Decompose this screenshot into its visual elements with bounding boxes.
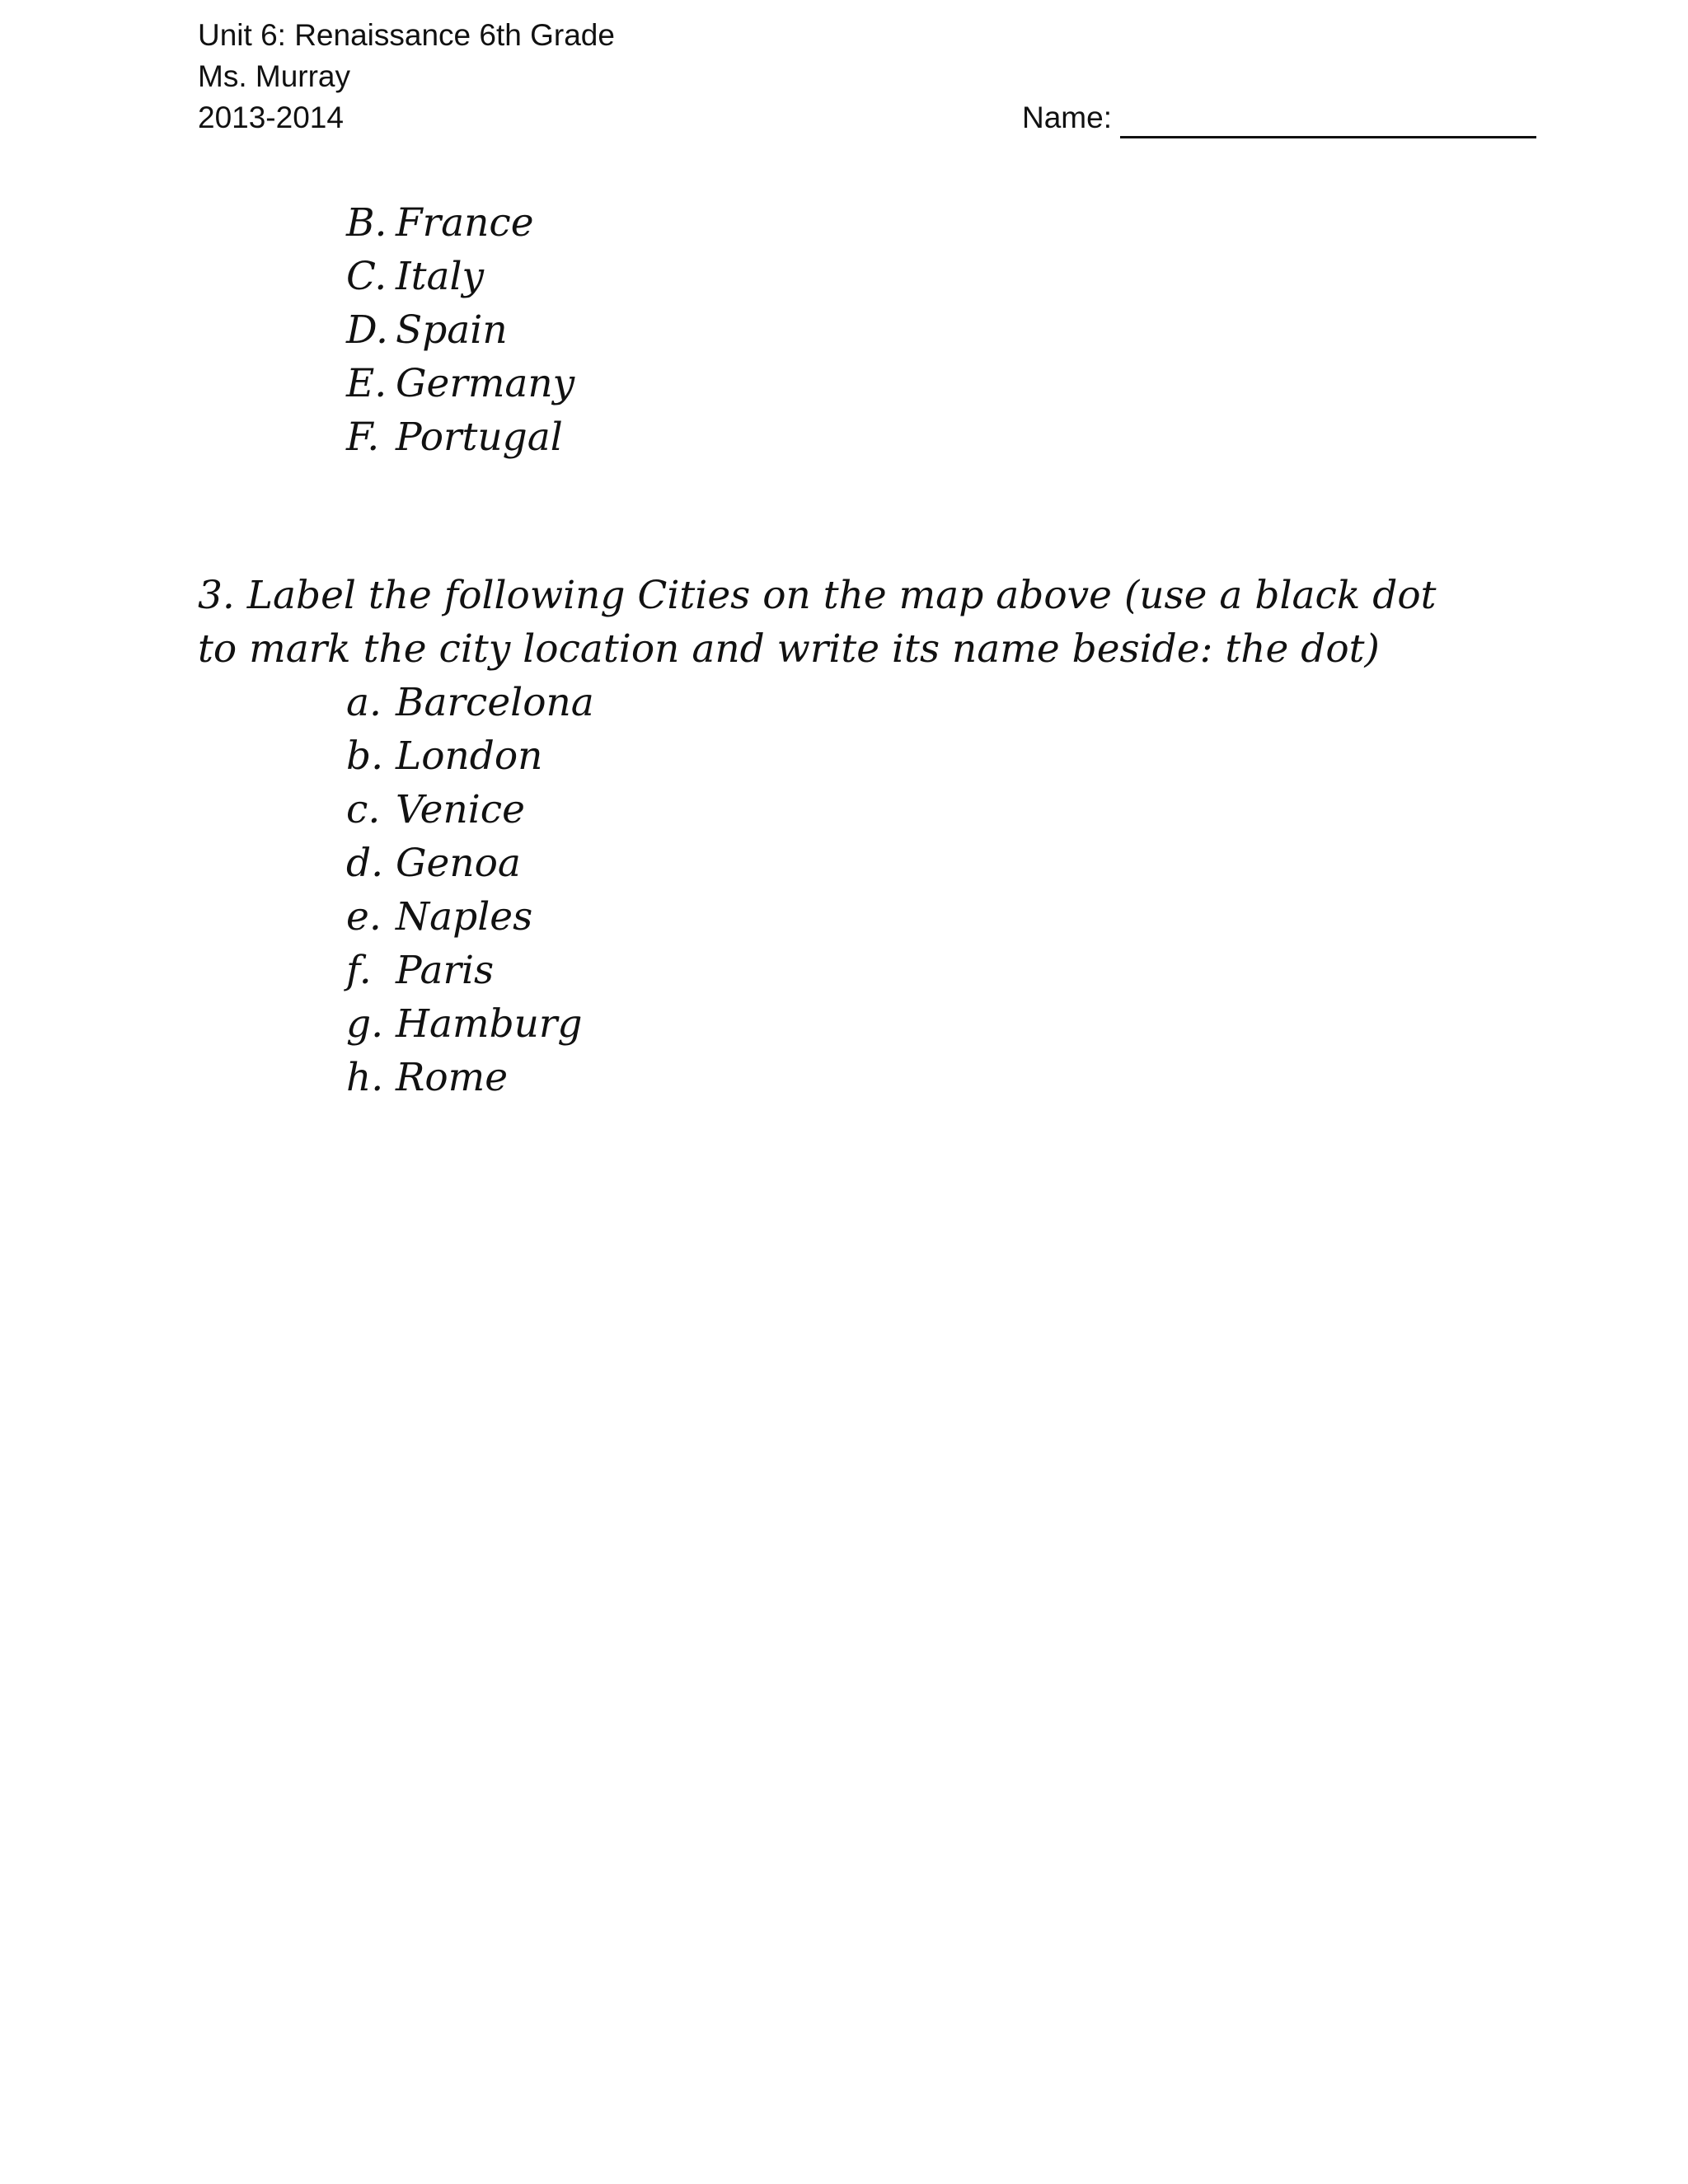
city-label: Venice [396, 787, 525, 832]
list-marker: d. [346, 841, 384, 886]
worksheet-header [198, 15, 615, 138]
list-item [346, 837, 594, 890]
list-marker: c. [346, 787, 381, 832]
country-list [346, 196, 574, 464]
list-item [346, 783, 594, 837]
city-label: Barcelona [396, 680, 594, 725]
country-label: Portugal [396, 415, 563, 460]
list-marker: f. [346, 948, 372, 993]
teacher-name: Ms. Murray [198, 59, 350, 93]
list-marker: a. [346, 680, 382, 725]
name-label: Name: [1022, 101, 1112, 134]
list-item [346, 250, 574, 303]
country-label: France [396, 200, 534, 246]
question-3 [198, 569, 1484, 676]
city-label: London [396, 733, 543, 779]
country-label: Spain [396, 307, 508, 353]
country-label: Germany [396, 361, 575, 406]
list-item [346, 357, 574, 410]
list-item [346, 944, 594, 997]
list-marker: e. [346, 894, 382, 940]
list-item [346, 410, 574, 464]
school-year: 2013-2014 [198, 101, 344, 134]
country-label: Italy [396, 254, 485, 299]
student-name-field [1022, 97, 1536, 138]
city-label: Hamburg [396, 1001, 583, 1047]
list-item [346, 997, 594, 1051]
city-label: Rome [396, 1055, 509, 1100]
question-3-line-1: 3. Label the following Cities on the map above (use a black dot [198, 573, 1437, 618]
list-item [346, 303, 574, 357]
list-item [346, 196, 574, 250]
city-label: Genoa [396, 841, 521, 886]
list-marker: g. [346, 1001, 384, 1047]
list-item [346, 1051, 594, 1104]
list-item [346, 676, 594, 729]
list-marker: B. [346, 200, 387, 246]
unit-title: Unit 6: Renaissance 6th Grade [198, 18, 615, 52]
city-label: Naples [396, 894, 533, 940]
list-item [346, 729, 594, 783]
list-marker: C. [346, 254, 387, 299]
city-label: Paris [396, 948, 495, 993]
list-item [346, 890, 594, 944]
list-marker: b. [346, 733, 384, 779]
city-list [346, 676, 594, 1104]
name-blank-line[interactable] [1120, 103, 1536, 138]
question-3-line-2: to mark the city location and write its name beside: the dot) [198, 626, 1380, 672]
list-marker: D. [346, 307, 388, 353]
list-marker: E. [346, 361, 387, 406]
list-marker: h. [346, 1055, 384, 1100]
list-marker: F. [346, 415, 380, 460]
